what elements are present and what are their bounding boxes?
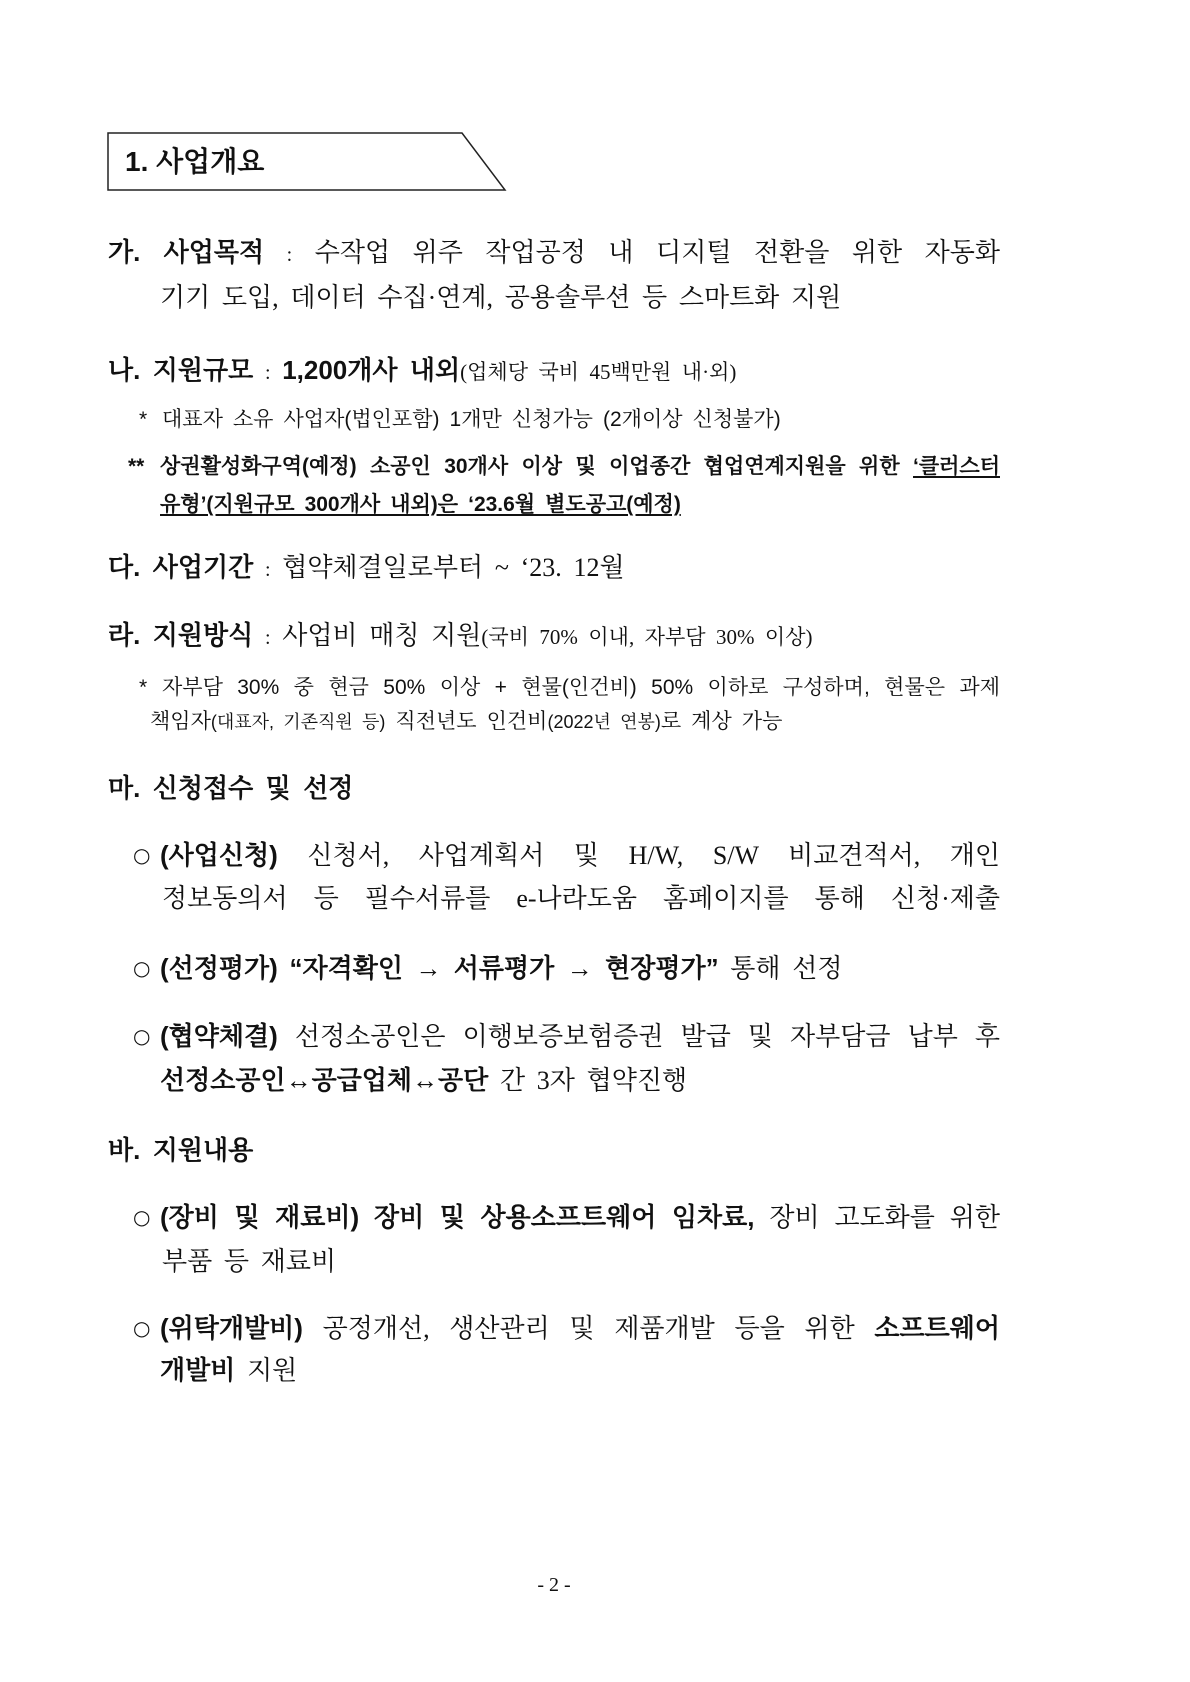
method-colon: : (264, 627, 271, 649)
evaluation-text: 통해 선정 (730, 954, 843, 983)
bullet-mark-development: ○ (133, 1316, 151, 1340)
method-note-part-4: (2022년 연봉) (547, 712, 661, 732)
scale-note2-mark: ** (128, 455, 145, 478)
development-text-1: 공정개선, 생산관리 및 제품개발 등을 위한 (322, 1314, 855, 1343)
development-line-2 (160, 1352, 1000, 1388)
development-text-2: 지원 (247, 1356, 298, 1385)
agreement-line-1 (160, 1018, 1000, 1054)
bullet-mark-agreement: ○ (133, 1024, 151, 1048)
development-emphasis-1: 소프트웨어 (874, 1313, 1000, 1343)
purpose-colon: : (286, 244, 293, 266)
method-note-part-2: (대표자, 기존직원 등) (210, 712, 386, 732)
method-note-part-5: 로 계상 가능 (660, 710, 783, 733)
scale-note2-text: 상권활성화구역(예정) 소공인 30개사 이상 및 이업종간 협업연계지원을 위한 (160, 455, 900, 478)
evaluation-line (160, 950, 1000, 986)
section-heading: 1. 사업개요 (125, 146, 265, 177)
equipment-emphasis: 장비 및 상용소프트웨어 임차료, (374, 1202, 755, 1232)
support-label: 바. 지원내용 (108, 1135, 254, 1165)
bullet-mark-equipment: ○ (133, 1205, 151, 1229)
scale-colon: : (264, 362, 271, 384)
agreement-tag: (협약체결) (160, 1021, 278, 1051)
scale-detail: (업체당 국비 45백만원 내·외) (460, 360, 737, 384)
agreement-text-1: 선정소공인은 이행보증보험증권 발급 및 자부담금 납부 후 (294, 1022, 1000, 1051)
method-note-part-3: 직전년도 인건비 (395, 710, 548, 733)
scale-value: 1,200개사 내외 (282, 355, 461, 385)
method-detail: (국비 70% 이내, 자부담 30% 이상) (481, 625, 813, 649)
method-note-line-2 (150, 704, 1000, 740)
bullet-mark-evaluation: ○ (133, 956, 151, 980)
method-note-mark: * (139, 676, 148, 699)
apply-line-2: 정보동의서 등 필수서류를 e-나라도움 홈페이지를 통해 신청·제출 (162, 884, 1000, 913)
page-number: - 2 - (537, 1574, 571, 1596)
equipment-line-1 (160, 1199, 1000, 1235)
bullet-mark-apply: ○ (133, 843, 151, 867)
agreement-parties: 선정소공인↔공급업체↔공단 (160, 1066, 489, 1095)
equipment-text-1: 장비 고도화를 위한 (769, 1203, 1000, 1232)
scale-label: 나. 지원규모 (108, 355, 254, 385)
scale-note1-text: 대표자 소유 사업자(법인포함) 1개만 신청가능 (2개이상 신청불가) (162, 408, 781, 431)
scale-note2-line-2 (160, 487, 1000, 523)
development-line-1 (160, 1310, 1000, 1346)
equipment-line-2: 부품 등 재료비 (162, 1247, 337, 1276)
method-note-part-1: 책임자 (150, 710, 211, 733)
agreement-text-2: 간 3자 협약진행 (499, 1066, 688, 1095)
agreement-line-2 (160, 1063, 1000, 1099)
method-label: 라. 지원방식 (108, 620, 254, 650)
apply-line-1 (160, 837, 1000, 873)
period-colon: : (264, 559, 271, 581)
scale-note2-underlined-2: 유형’(지원규모 300개사 내외)은 ‘23.6월 별도공고(예정) (160, 493, 681, 516)
development-emphasis-2: 개발비 (160, 1355, 236, 1385)
scale-line (108, 352, 1000, 388)
equipment-tag: (장비 및 재료비) (160, 1202, 360, 1232)
period-line (108, 549, 1000, 585)
application-label: 마. 신청접수 및 선정 (108, 773, 354, 803)
period-label: 다. 사업기간 (108, 552, 254, 582)
scale-note2-line-1 (160, 449, 1000, 485)
scale-note1-mark: * (139, 408, 148, 431)
period-value: 협약체결일로부터 ~ ‘23. 12월 (282, 553, 625, 582)
scale-note2-underlined-1: ‘클러스터 (913, 455, 1000, 478)
development-tag: (위탁개발비) (160, 1313, 303, 1343)
purpose-line-2: 기기 도입, 데이터 수집·연계, 공용솔루션 등 스마트화 지원 (160, 283, 842, 312)
method-value: 사업비 매칭 지원 (282, 621, 482, 650)
evaluation-tag: (선정평가) (160, 953, 278, 983)
apply-text-1: 신청서, 사업계획서 및 H/W, S/W 비교견적서, 개인 (307, 841, 1001, 870)
purpose-line-1 (108, 234, 1000, 270)
purpose-label: 가. 사업목적 (108, 237, 265, 267)
method-note-line-1: 자부담 30% 중 현금 50% 이상 + 현물(인건비) 50% 이하로 구성하며, 현물은 과제 (162, 676, 1000, 699)
evaluation-steps: “자격확인 → 서류평가 → 현장평가” (289, 953, 719, 983)
apply-tag: (사업신청) (160, 840, 278, 870)
purpose-text-1: 수작업 위주 작업공정 내 디지털 전환을 위한 자동화 (314, 238, 1000, 267)
method-line (108, 617, 1000, 653)
